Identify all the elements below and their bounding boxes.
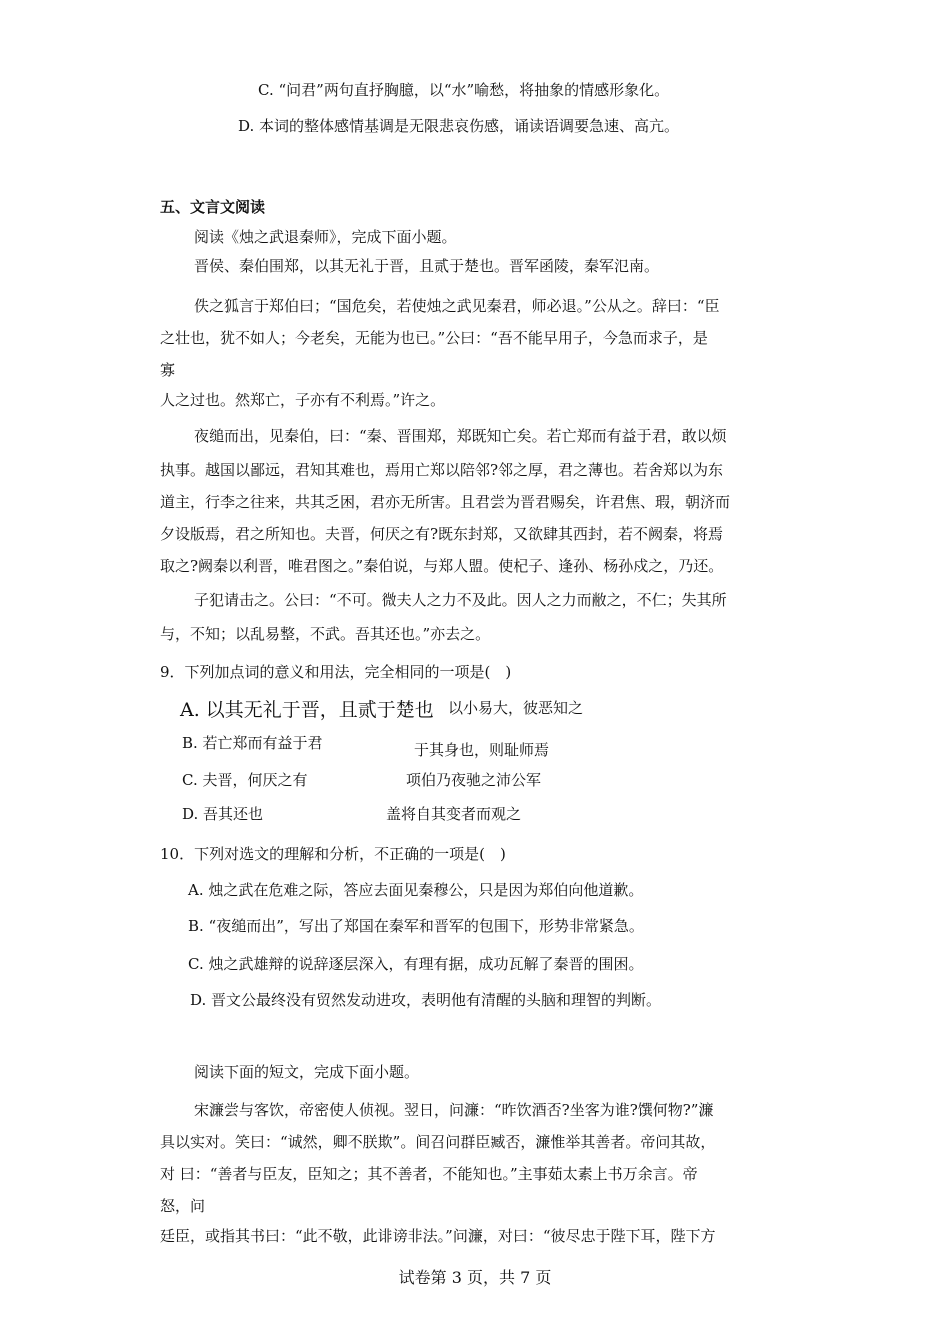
- passage2-line: 怒，问: [160, 1197, 206, 1215]
- passage-line: 佚之狐言于郑伯曰；“国危矣，若使烛之武见秦君，师必退。”公从之。辞曰：“臣: [194, 297, 720, 315]
- q9-option-d-left: D. 吾其还也: [182, 805, 264, 823]
- q9-option-d-right: 盖将自其变者而观之: [386, 805, 522, 823]
- prev-option-d: D. 本词的整体感情基调是无限悲哀伤感，诵读语调要急速、高亢。: [238, 117, 680, 135]
- q10-option-d: D. 晋文公最终没有贸然发动进攻，表明他有清醒的头脑和理智的判断。: [190, 991, 662, 1009]
- passage-line: 夜缒而出，见秦伯，曰：“秦、晋围郑，郑既知亡矣。若亡郑而有益于君，敢以烦: [194, 427, 727, 445]
- passage-line: 人之过也。然郑亡，子亦有不利焉。”许之。: [160, 391, 446, 409]
- question-10-stem: 10．下列对选文的理解和分析，不正确的一项是( ): [160, 845, 506, 863]
- q10-option-c: C. 烛之武雄辩的说辞逐层深入，有理有据，成功瓦解了秦晋的围困。: [188, 955, 644, 973]
- passage2-line: 廷臣，或指其书曰：“此不敬，此诽谤非法。”问濂，对曰：“彼尽忠于陛下耳，陛下方: [160, 1227, 716, 1245]
- passage-line: 夕设版焉，君之所知也。夫晋，何厌之有?既东封郑，又欲肆其西封，若不阙秦，将焉: [160, 525, 724, 543]
- q9-option-b-left: B. 若亡郑而有益于君: [182, 734, 323, 752]
- question-9-stem: 9．下列加点词的意义和用法，完全相同的一项是( ): [160, 663, 512, 681]
- passage-line: 与，不知；以乱易整，不武。吾其还也。”亦去之。: [160, 625, 491, 643]
- passage2-line: 对 曰：“善者与臣友，臣知之；其不善者，不能知也。”主事茹太素上书万余言。帝: [160, 1165, 698, 1183]
- section-title: 五、文言文阅读: [160, 198, 266, 216]
- page-footer: 试卷第 3 页，共 7 页: [398, 1268, 552, 1287]
- passage-line: 寡: [160, 361, 176, 379]
- passage2-instruction: 阅读下面的短文，完成下面小题。: [194, 1063, 420, 1081]
- passage-line: 取之?阙秦以利晋，唯君图之。”秦伯说，与郑人盟。使杞子、逢孙、杨孙戍之，乃还。: [160, 557, 724, 575]
- section-instruction: 阅读《烛之武退秦师》，完成下面小题。: [194, 228, 457, 246]
- passage2-line: 具以实对。笑曰：“诚然，卿不朕欺”。间召问群臣臧否，濂惟举其善者。帝问其故，: [160, 1133, 716, 1151]
- passage-line: 道主，行李之往来，共其乏困，君亦无所害。且君尝为晋君赐矣，许君焦、瑕，朝济而: [160, 493, 731, 511]
- passage-line: 执事。越国以鄙远，君知其难也，焉用亡郑以陪邻?邻之厚，君之薄也。若舍郑以为东: [160, 461, 724, 479]
- passage-line: 晋侯、秦伯围郑，以其无礼于晋，且贰于楚也。晋军函陵，秦军氾南。: [194, 257, 660, 275]
- q9-option-a-right: 以小易大，彼恶知之: [448, 699, 584, 717]
- passage-line: 之壮也，犹不如人；今老矣，无能为也已。”公曰：“吾不能早用子，今急而求子，是: [160, 329, 708, 347]
- passage2-line: 宋濂尝与客饮，帝密使人侦视。翌日，问濂：“昨饮酒否?坐客为谁?馔何物?”濂: [194, 1101, 714, 1119]
- q9-option-b-right: 于其身也，则耻师焉: [414, 741, 550, 759]
- q10-option-b: B. “夜缒而出”，写出了郑国在秦军和晋军的包围下，形势非常紧急。: [188, 917, 644, 935]
- q10-option-a: A. 烛之武在危难之际，答应去面见秦穆公，只是因为郑伯向他道歉。: [188, 881, 644, 899]
- q9-option-a-left: A. 以其无礼于晋，且贰于楚也: [180, 699, 434, 721]
- passage-line: 子犯请击之。公曰：“不可。微夫人之力不及此。因人之力而敝之，不仁；失其所: [194, 591, 727, 609]
- q9-option-c-right: 项伯乃夜驰之沛公军: [406, 771, 542, 789]
- prev-option-c: C. “问君”两句直抒胸臆，以“水”喻愁，将抽象的情感形象化。: [258, 81, 670, 99]
- q9-option-c-left: C. 夫晋，何厌之有: [182, 771, 308, 789]
